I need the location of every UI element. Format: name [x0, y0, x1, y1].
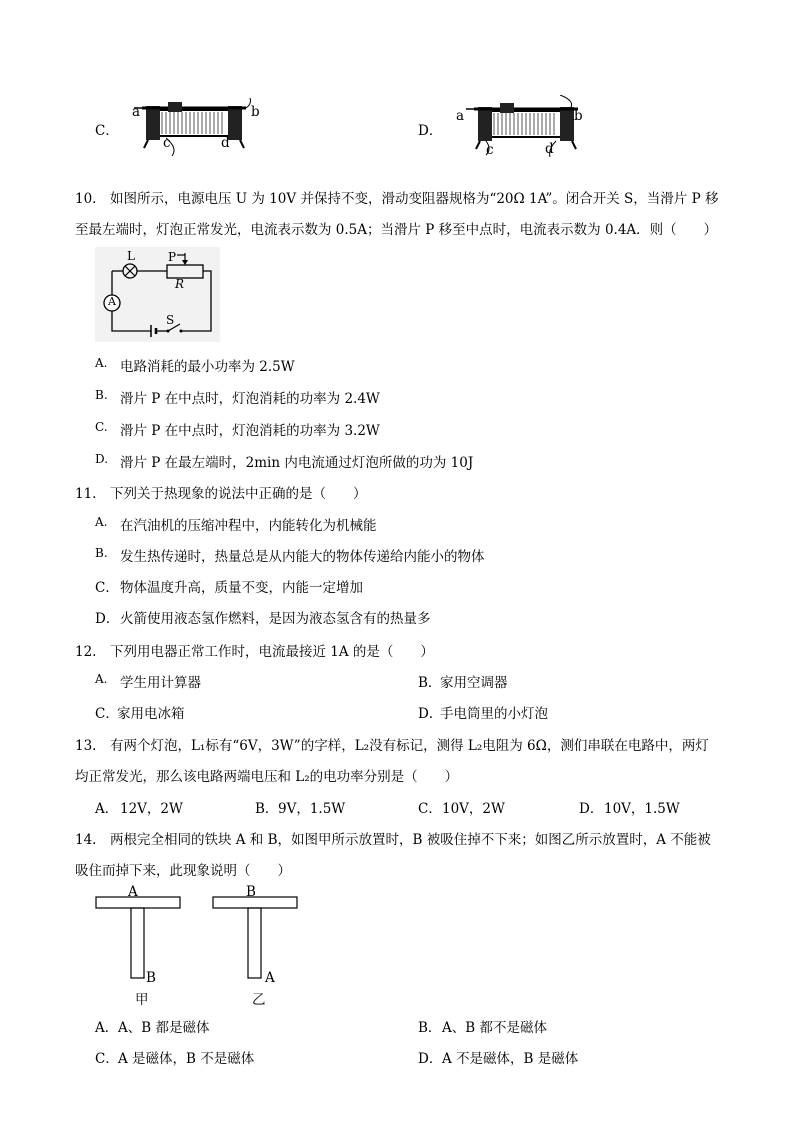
- q10-option-a-letter[interactable]: A.: [95, 356, 108, 370]
- q9-c-end-c: c: [163, 135, 171, 151]
- q10-fig-lamp-label: L: [127, 249, 135, 263]
- q12-option-d-text[interactable]: 手电筒里的小灯泡: [440, 706, 548, 722]
- q12-option-a-letter[interactable]: A.: [95, 672, 108, 686]
- q14-option-c-letter[interactable]: C．: [95, 1051, 119, 1067]
- q12-option-d-letter[interactable]: D．: [418, 706, 443, 722]
- q10-fig-resistor-label: R: [175, 277, 185, 291]
- q11-option-b-text[interactable]: 发生热传递时，热量总是从内能大的物体传递给内能小的物体: [120, 549, 485, 565]
- q13-option-c-letter[interactable]: C．: [418, 801, 442, 817]
- q11-stem: 11. 下列关于热现象的说法中正确的是（ ）: [75, 486, 367, 502]
- q10-stem-line1: 10. 如图所示，电源电压 U 为 10V 并保持不变，滑动变阻器规格为“20Ω 1A”。闭合开关 S，当滑片 P 移: [75, 191, 719, 207]
- q13-option-a-text[interactable]: 12V，2W: [120, 801, 183, 817]
- q11-option-d-text[interactable]: 火箭使用液态氢作燃料，是因为液态氢含有的热量多: [120, 611, 431, 627]
- q10-option-b-text[interactable]: 滑片 P 在中点时，灯泡消耗的功率为 2.4W: [120, 391, 380, 407]
- q13-stem-line2: 均正常发光，那么该电路两端电压和 L₂的电功率分别是（ ）: [75, 769, 459, 785]
- q12-option-b-text[interactable]: 家用空调器: [440, 675, 508, 691]
- q12-option-c-text[interactable]: 家用电冰箱: [117, 706, 185, 722]
- q14-jia-caption: 甲: [135, 992, 149, 1008]
- q13-option-c-text[interactable]: 10V，2W: [442, 801, 505, 817]
- q9-d-end-a: a: [456, 108, 465, 124]
- q14-yi-top-label: B: [246, 884, 256, 900]
- q12-option-a-text[interactable]: 学生用计算器: [120, 675, 201, 691]
- q10-fig-slider-label: P: [168, 250, 177, 264]
- q10-option-b-letter[interactable]: B.: [95, 388, 108, 402]
- q14-option-a-letter[interactable]: A．: [95, 1020, 119, 1036]
- q14-option-d-text[interactable]: A 不是磁体，B 是磁体: [442, 1051, 579, 1067]
- q9-c-end-d: d: [221, 135, 230, 151]
- q10-option-c-text[interactable]: 滑片 P 在中点时，灯泡消耗的功率为 3.2W: [120, 423, 380, 439]
- q14-option-b-letter[interactable]: B．: [418, 1020, 442, 1036]
- q13-option-b-text[interactable]: 9V，1.5W: [278, 801, 346, 817]
- q10-option-d-letter[interactable]: D.: [95, 452, 109, 466]
- q11-option-c-letter[interactable]: C．: [95, 580, 119, 596]
- q11-option-a-letter[interactable]: A.: [95, 515, 108, 529]
- q12-option-c-letter[interactable]: C．: [95, 706, 119, 722]
- q10-fig-ammeter-label: A: [108, 295, 116, 308]
- q12-option-b-letter[interactable]: B．: [418, 675, 442, 691]
- q9-c-end-b: b: [251, 104, 260, 120]
- q11-option-d-letter[interactable]: D．: [95, 611, 120, 627]
- q14-option-b-text[interactable]: A、B 都不是磁体: [442, 1020, 547, 1036]
- q14-yi-bottom-label: A: [265, 970, 275, 986]
- q12-stem: 12. 下列用电器正常工作时，电流最接近 1A 的是（ ）: [75, 644, 434, 660]
- q13-option-a-letter[interactable]: A．: [95, 801, 119, 817]
- q10-stem-line2: 至最左端时，灯泡正常发光，电流表示数为 0.5A；当滑片 P 移至中点时，电流表示数为 0.4A．则（ ）: [75, 222, 718, 238]
- q10-fig-switch-label: S: [166, 313, 175, 327]
- q11-option-a-text[interactable]: 在汽油机的压缩冲程中，内能转化为机械能: [120, 518, 377, 534]
- q9-option-d-label[interactable]: D．: [418, 123, 443, 139]
- q13-stem-line1: 13. 有两个灯泡，L₁标有“6V，3W”的字样，L₂没有标记，测得 L₂电阻为 6Ω，测们串联在电路中，两灯: [75, 738, 709, 754]
- q11-option-c-text[interactable]: 物体温度升高，质量不变，内能一定增加: [120, 580, 363, 596]
- q14-option-c-text[interactable]: A 是磁体，B 不是磁体: [118, 1051, 255, 1067]
- q14-option-a-text[interactable]: A、B 都是磁体: [118, 1020, 210, 1036]
- q14-jia-bottom-label: B: [146, 970, 156, 986]
- q10-option-c-letter[interactable]: C.: [95, 420, 108, 434]
- q14-option-d-letter[interactable]: D．: [418, 1051, 443, 1067]
- q13-option-d-letter[interactable]: D．: [579, 801, 604, 817]
- q9-c-end-a: a: [132, 104, 141, 120]
- q9-option-c-label[interactable]: C．: [95, 123, 119, 139]
- q14-figure-jia: [95, 896, 185, 982]
- q14-yi-caption: 乙: [252, 992, 266, 1008]
- q14-stem-line1: 14. 两根完全相同的铁块 A 和 B，如图甲所示放置时，B 被吸住掉不下来；如图乙所示放置时，A 不能被: [75, 832, 711, 848]
- q13-option-b-letter[interactable]: B．: [255, 801, 279, 817]
- q14-figure-yi: [212, 896, 302, 982]
- q9-rheostat-c-figure: [128, 98, 258, 156]
- q9-rheostat-d-figure: [460, 95, 590, 157]
- q9-d-end-b: b: [574, 108, 583, 124]
- q14-jia-top-label: A: [128, 884, 138, 900]
- q10-option-d-text[interactable]: 滑片 P 在最左端时，2min 内电流通过灯泡所做的功为 10J: [120, 455, 474, 471]
- q9-d-end-d: d: [545, 141, 554, 157]
- q9-d-end-c: c: [486, 142, 494, 158]
- q10-option-a-text[interactable]: 电路消耗的最小功率为 2.5W: [120, 359, 295, 375]
- q13-option-d-text[interactable]: 10V，1.5W: [604, 801, 680, 817]
- q14-stem-line2: 吸住而掉下来，此现象说明（ ）: [75, 863, 291, 879]
- q11-option-b-letter[interactable]: B.: [95, 546, 108, 560]
